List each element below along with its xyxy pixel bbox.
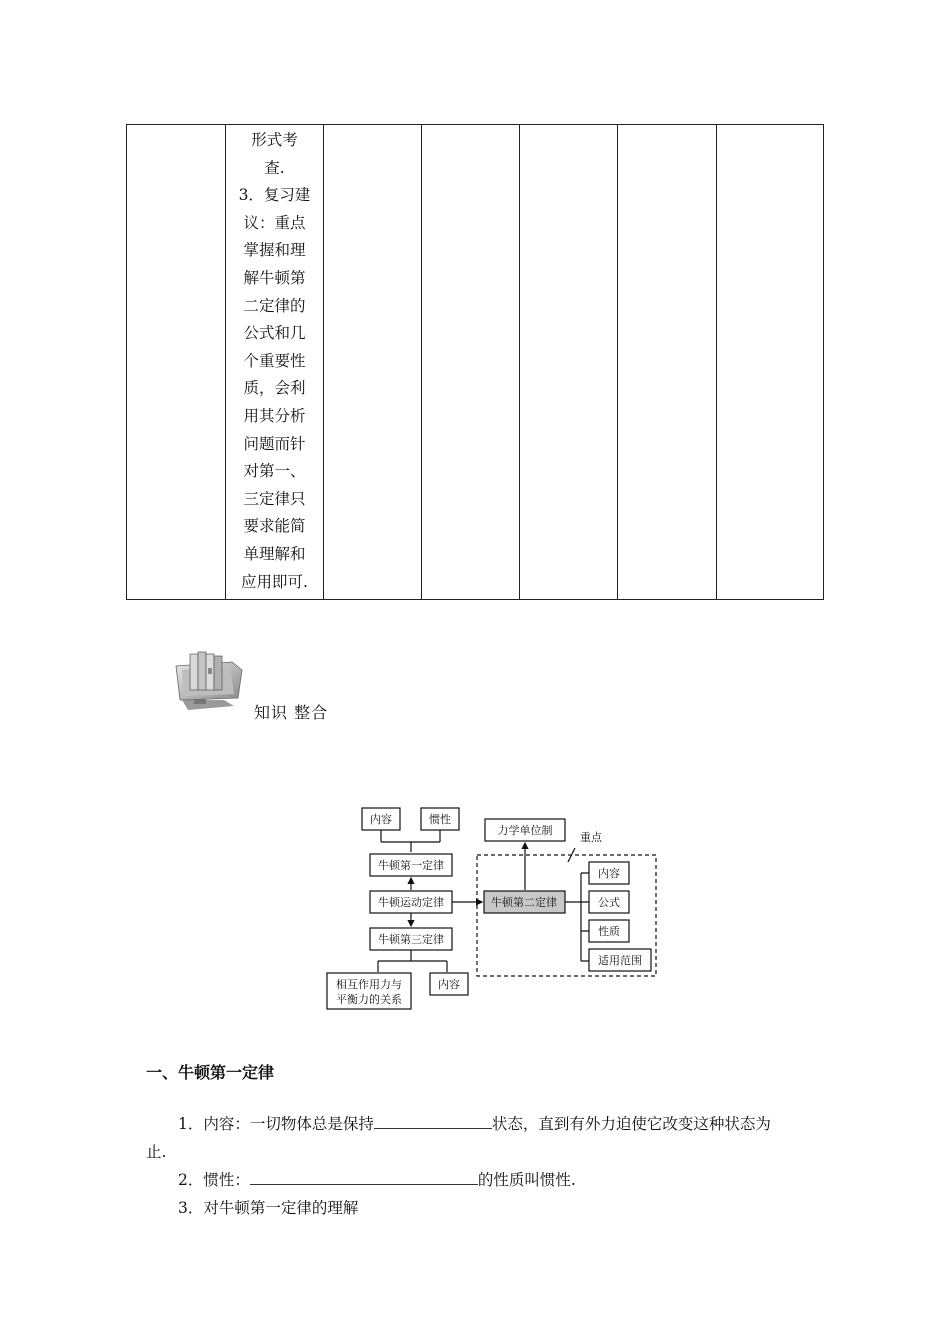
table-col-3 <box>324 125 422 599</box>
table-text-line: 议：重点 <box>243 213 306 232</box>
item-1-text-b: 状态，直到有外力迫使它改变这种状态为 <box>491 1115 771 1133</box>
table-text-line: 对第一、 <box>243 462 306 481</box>
inertia-label: 惯性 <box>429 813 451 826</box>
table-col-7 <box>717 125 823 599</box>
item-3 <box>146 1194 816 1222</box>
table-text-line: 用其分析 <box>243 406 306 425</box>
table-col-2 <box>226 125 324 599</box>
table-text-line: 解牛顿第 <box>243 268 306 287</box>
property-label: 性质 <box>598 925 620 938</box>
table-text-line: 质，会利 <box>243 379 306 398</box>
section-title: 知识 整合 <box>254 703 329 722</box>
second-law-label: 牛顿第二定律 <box>491 896 557 909</box>
table-text-line: 问题而针 <box>243 434 306 453</box>
third-law-label: 牛顿第三定律 <box>378 933 444 946</box>
item-2 <box>146 1166 816 1194</box>
interaction-label-line1: 相互作用力与 <box>336 978 402 991</box>
section-heading-first-law: 一、牛顿第一定律 <box>146 1063 275 1082</box>
table-text-line: 个重要性 <box>243 351 306 370</box>
review-suggestion-text <box>234 127 316 596</box>
item-3-text: 3．对牛顿第一定律的理解 <box>178 1199 359 1217</box>
first-law-label: 牛顿第一定律 <box>378 859 444 872</box>
table-text-line: 要求能简 <box>243 517 306 536</box>
motion-laws-label: 牛顿运动定律 <box>378 896 444 909</box>
content-label-3: 内容 <box>438 978 460 991</box>
table-text-line: 公式和几 <box>243 324 306 343</box>
knowledge-diagram <box>325 804 661 1014</box>
item-2-text-a: 2．惯性： <box>178 1171 250 1189</box>
item-1 <box>146 1110 816 1166</box>
books-monitor-icon <box>172 648 246 714</box>
table-text-line: 三定律只 <box>243 489 306 508</box>
table-text-line: 应用即可. <box>241 572 308 591</box>
fill-blank-2[interactable] <box>250 1166 478 1185</box>
table-text-line: 二定律的 <box>243 296 306 315</box>
table-text-line: 形式考 <box>251 131 298 149</box>
content-label-2: 内容 <box>598 867 620 880</box>
scope-label: 适用范围 <box>598 954 642 967</box>
key-point-label: 重点 <box>580 831 602 844</box>
item-1-text-c: 止. <box>146 1143 167 1161</box>
unit-system-label: 力学单位制 <box>497 824 553 837</box>
formula-label: 公式 <box>598 896 620 909</box>
item-1-text-a: 1．内容：一切物体总是保持 <box>178 1115 374 1133</box>
item-2-text-b: 的性质叫惯性. <box>477 1171 576 1189</box>
table-text-line: 单理解和 <box>243 544 306 563</box>
table-col-1 <box>127 125 226 599</box>
table-text-line: 3．复习建 <box>238 186 311 205</box>
table-col-5 <box>520 125 618 599</box>
table-col-6 <box>618 125 717 599</box>
table-col-4 <box>422 125 520 599</box>
table-text-line: 掌握和理 <box>243 241 306 260</box>
content-label-1: 内容 <box>370 813 392 826</box>
interaction-label-line2: 平衡力的关系 <box>336 993 402 1006</box>
fill-blank-1[interactable] <box>374 1110 492 1129</box>
table-text-line: 查. <box>264 158 285 177</box>
review-table <box>126 124 824 600</box>
